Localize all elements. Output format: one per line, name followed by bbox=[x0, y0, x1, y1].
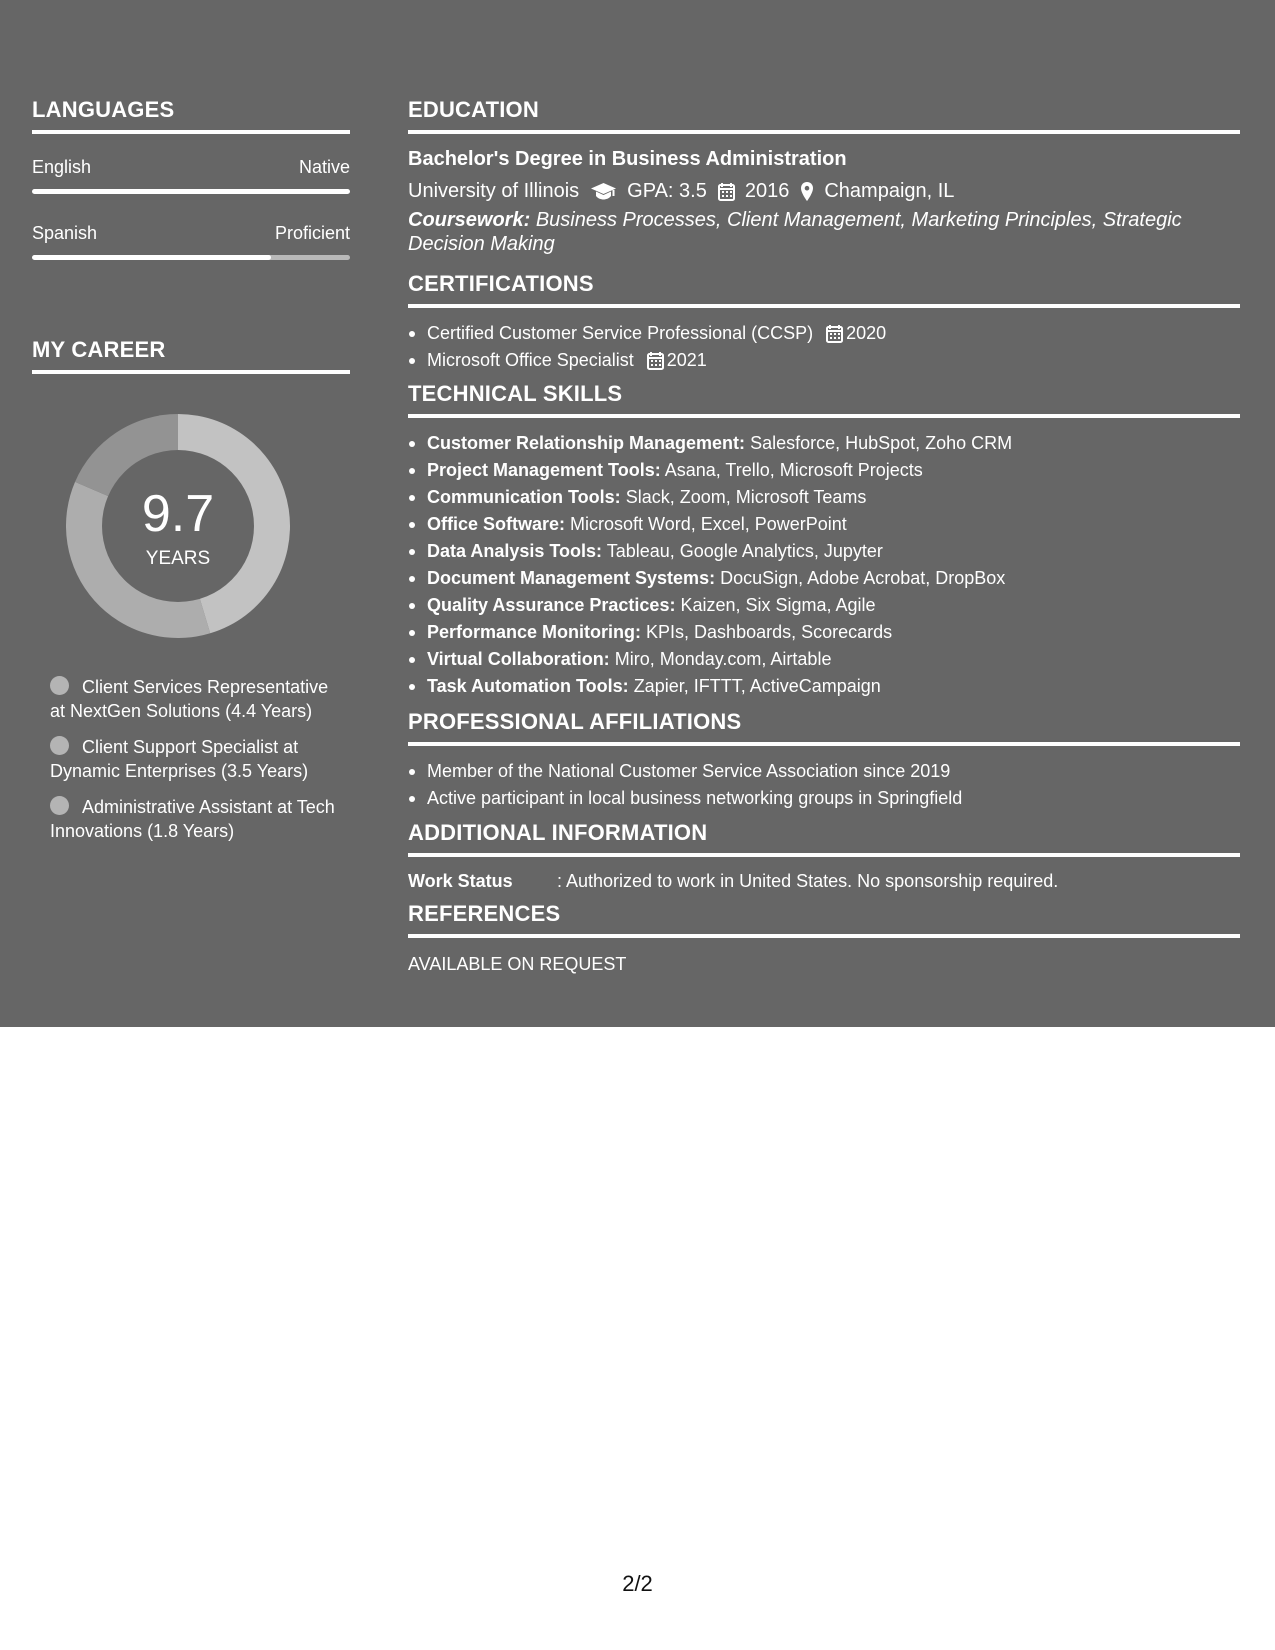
certification-name: Certified Customer Service Professional (CCSP) bbox=[427, 323, 814, 343]
graduation-cap-icon bbox=[590, 182, 617, 201]
career-donut-chart bbox=[66, 414, 290, 638]
career-total-value: 9.7 bbox=[141, 485, 215, 543]
career-list-item bbox=[50, 735, 336, 783]
languages-title: LANGUAGES bbox=[32, 97, 175, 122]
skill-item bbox=[408, 430, 1240, 457]
education-divider bbox=[408, 130, 1240, 134]
professional-affiliations-title: PROFESSIONAL AFFILIATIONS bbox=[408, 709, 742, 734]
career-item-text: Client Services Representative at NextGen Solutions (4.4 Years) bbox=[50, 677, 329, 721]
education-coursework bbox=[408, 208, 1240, 256]
work-status-label: Work Status bbox=[408, 871, 513, 891]
work-status-row bbox=[408, 869, 1240, 893]
language-progress-fill bbox=[32, 255, 271, 260]
skill-item bbox=[408, 538, 1240, 565]
additional-information-divider bbox=[408, 853, 1240, 857]
technical-skills-list bbox=[408, 430, 1240, 700]
skill-item bbox=[408, 511, 1240, 538]
skill-value: Asana, Trello, Microsoft Projects bbox=[664, 460, 923, 480]
language-name: Spanish bbox=[32, 223, 98, 243]
language-level: Native bbox=[298, 157, 350, 177]
language-level: Proficient bbox=[274, 223, 350, 243]
skill-item bbox=[408, 673, 1240, 700]
certification-year: 2020 bbox=[846, 323, 887, 343]
education-section bbox=[408, 95, 1240, 256]
career-section bbox=[32, 335, 350, 374]
references-divider bbox=[408, 934, 1240, 938]
language-item bbox=[32, 221, 350, 260]
career-divider bbox=[32, 370, 350, 374]
skill-item bbox=[408, 565, 1240, 592]
page-number: 2/2 bbox=[622, 1571, 653, 1596]
skill-item bbox=[408, 646, 1240, 673]
career-list bbox=[50, 675, 336, 855]
skill-value: DocuSign, Adobe Acrobat, DropBox bbox=[720, 568, 1006, 588]
language-progress-bar bbox=[32, 189, 350, 194]
certification-name: Microsoft Office Specialist bbox=[427, 350, 634, 370]
professional-affiliations-list bbox=[408, 758, 1240, 812]
career-title: MY CAREER bbox=[32, 337, 166, 362]
additional-information-title: ADDITIONAL INFORMATION bbox=[408, 820, 708, 845]
education-meta bbox=[408, 178, 1240, 204]
skill-item bbox=[408, 484, 1240, 511]
professional-affiliations-divider bbox=[408, 742, 1240, 746]
technical-skills-title: TECHNICAL SKILLS bbox=[408, 381, 623, 406]
skill-label: Data Analysis Tools: bbox=[427, 541, 603, 561]
skill-label: Communication Tools: bbox=[427, 487, 621, 507]
education-degree: Bachelor's Degree in Business Administration bbox=[408, 148, 847, 170]
calendar-icon bbox=[647, 351, 664, 370]
education-university: University of Illinois bbox=[408, 180, 580, 202]
references-title: REFERENCES bbox=[408, 901, 561, 926]
calendar-icon bbox=[718, 182, 735, 201]
certification-item bbox=[408, 347, 1240, 374]
technical-skills-section bbox=[408, 379, 1240, 700]
skill-value: Salesforce, HubSpot, Zoho CRM bbox=[750, 433, 1013, 453]
certifications-section bbox=[408, 269, 1240, 374]
skill-value: KPIs, Dashboards, Scorecards bbox=[646, 622, 893, 642]
skill-item bbox=[408, 457, 1240, 484]
language-item bbox=[32, 155, 350, 194]
coursework-value: Business Processes, Client Management, Marketing Principles, Strategic Decision Making bbox=[408, 209, 1182, 255]
skill-value: Slack, Zoom, Microsoft Teams bbox=[625, 487, 867, 507]
skill-item bbox=[408, 619, 1240, 646]
language-progress-bar bbox=[32, 255, 350, 260]
affiliation-item: Active participant in local business networking groups in Springfield bbox=[408, 785, 1240, 812]
skill-value: Microsoft Word, Excel, PowerPoint bbox=[570, 514, 847, 534]
languages-divider bbox=[32, 130, 350, 134]
certification-year: 2021 bbox=[666, 350, 707, 370]
skill-label: Quality Assurance Practices: bbox=[427, 595, 676, 615]
language-row bbox=[32, 221, 350, 245]
skill-label: Performance Monitoring: bbox=[427, 622, 642, 642]
skill-label: Virtual Collaboration: bbox=[427, 649, 610, 669]
education-year: 2016 bbox=[744, 180, 790, 202]
education-location: Champaign, IL bbox=[824, 180, 955, 202]
skill-label: Customer Relationship Management: bbox=[427, 433, 746, 453]
skill-value: Tableau, Google Analytics, Jupyter bbox=[606, 541, 883, 561]
career-bullet-icon bbox=[50, 736, 69, 755]
location-pin-icon bbox=[800, 181, 814, 202]
career-list-item bbox=[50, 795, 336, 843]
certifications-divider bbox=[408, 304, 1240, 308]
work-status-value: : Authorized to work in United States. No sponsorship required. bbox=[557, 871, 1059, 891]
skill-value: Kaizen, Six Sigma, Agile bbox=[680, 595, 876, 615]
coursework-label: Coursework: bbox=[408, 209, 531, 231]
references-value: AVAILABLE ON REQUEST bbox=[408, 954, 627, 974]
certifications-title: CERTIFICATIONS bbox=[408, 271, 594, 296]
skill-label: Document Management Systems: bbox=[427, 568, 716, 588]
certification-item bbox=[408, 320, 1240, 347]
skill-item bbox=[408, 592, 1240, 619]
references-section bbox=[408, 899, 1240, 976]
skill-label: Task Automation Tools: bbox=[427, 676, 629, 696]
additional-information-section bbox=[408, 818, 1240, 893]
career-bullet-icon bbox=[50, 796, 69, 815]
language-row bbox=[32, 155, 350, 179]
skill-value: Zapier, IFTTT, ActiveCampaign bbox=[633, 676, 881, 696]
languages-section bbox=[32, 95, 350, 260]
career-item-text: Client Support Specialist at Dynamic Enterprises (3.5 Years) bbox=[50, 737, 309, 781]
education-title: EDUCATION bbox=[408, 97, 539, 122]
skill-label: Office Software: bbox=[427, 514, 566, 534]
career-total-unit: YEARS bbox=[145, 548, 211, 569]
education-gpa: GPA: 3.5 bbox=[627, 180, 707, 202]
skill-label: Project Management Tools: bbox=[427, 460, 661, 480]
language-progress-fill bbox=[32, 189, 350, 194]
technical-skills-divider bbox=[408, 414, 1240, 418]
language-name: English bbox=[32, 157, 92, 177]
skill-value: Miro, Monday.com, Airtable bbox=[614, 649, 832, 669]
professional-affiliations-section bbox=[408, 707, 1240, 812]
career-bullet-icon bbox=[50, 676, 69, 695]
career-item-text: Administrative Assistant at Tech Innovations (1.8 Years) bbox=[50, 797, 335, 841]
sidebar bbox=[32, 95, 350, 841]
calendar-icon bbox=[826, 324, 843, 343]
certifications-list bbox=[408, 320, 1240, 374]
affiliation-item: Member of the National Customer Service Association since 2019 bbox=[408, 758, 1240, 785]
career-list-item bbox=[50, 675, 336, 723]
